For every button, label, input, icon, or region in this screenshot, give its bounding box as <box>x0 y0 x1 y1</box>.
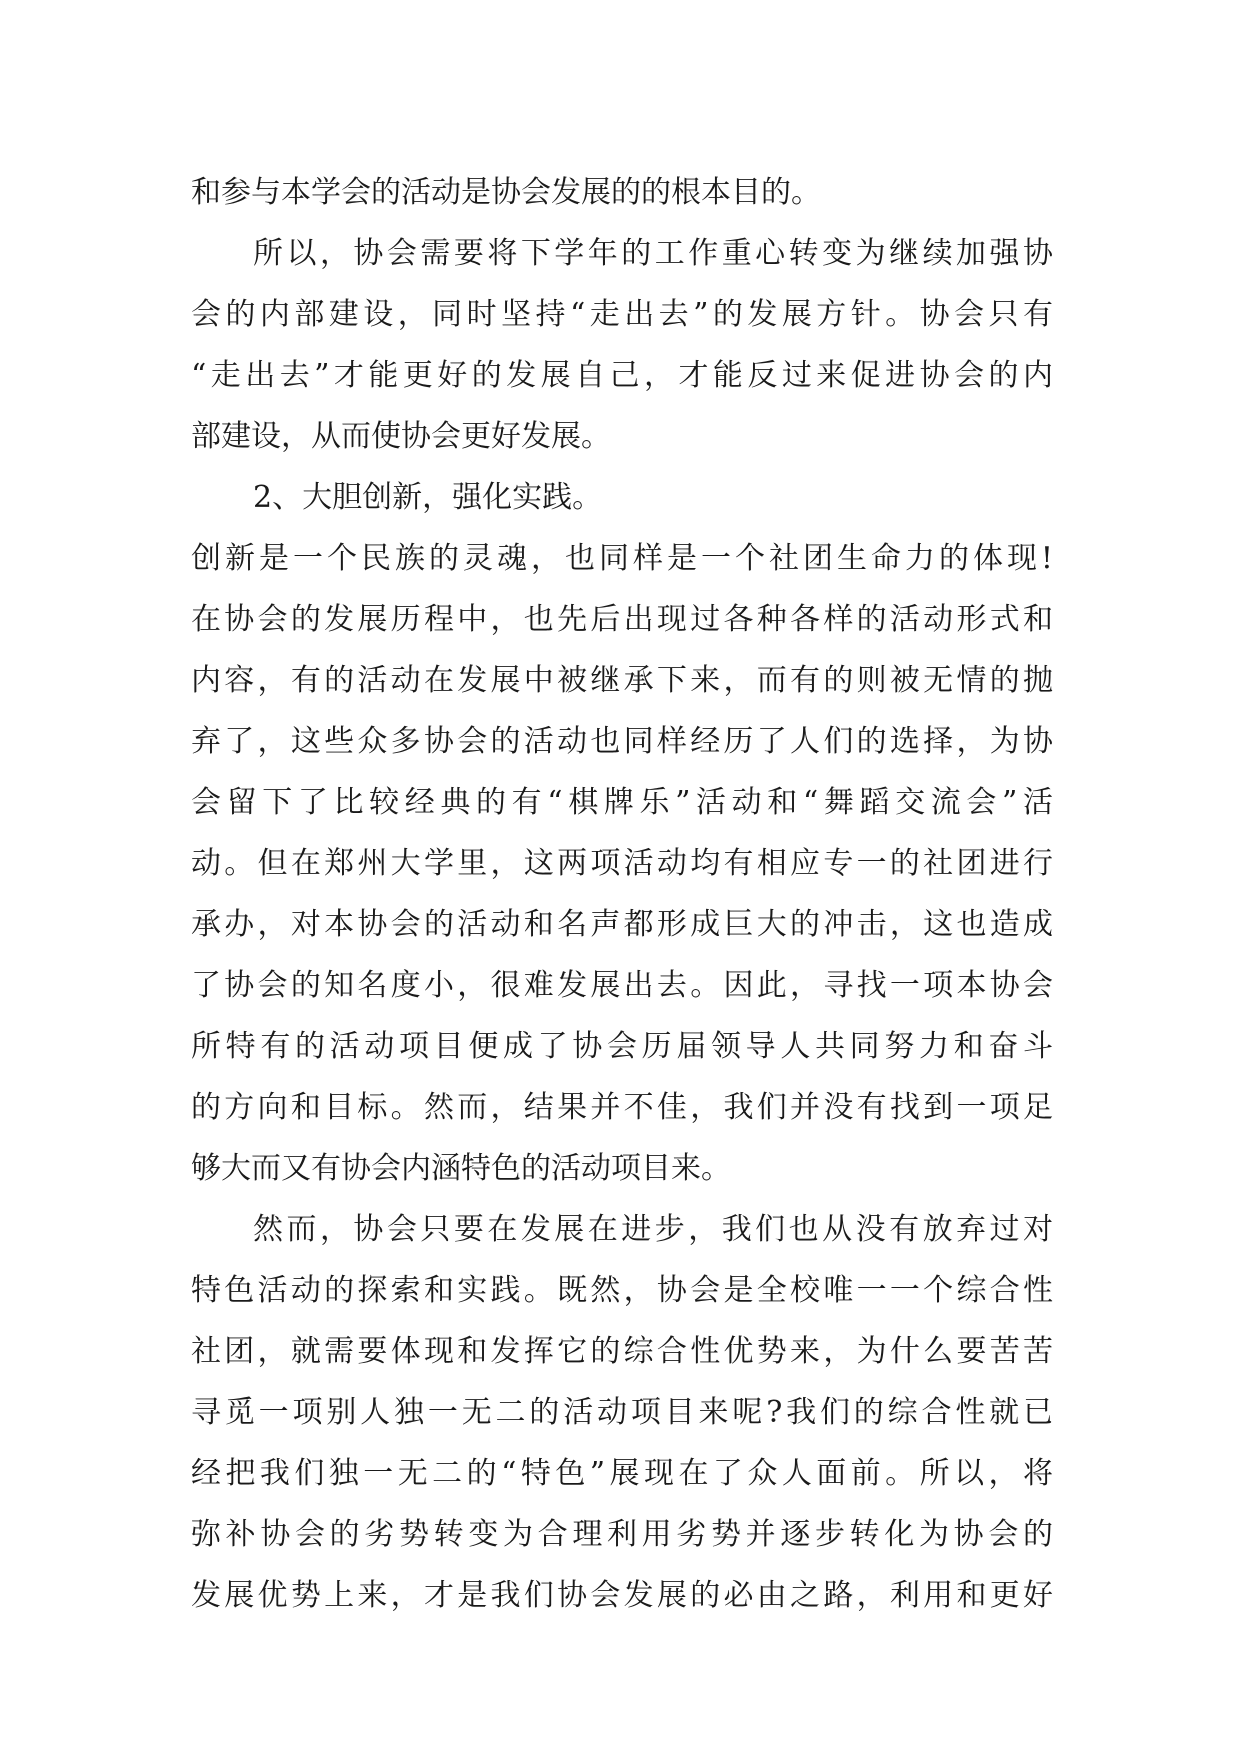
text-line: 创新是一个民族的灵魂，也同样是一个社团生命力的体现! <box>191 541 1053 576</box>
text-line: 动。但在郑州大学里，这两项活动均有相应专一的社团进行 <box>191 846 1053 881</box>
text-line: 所以，协会需要将下学年的工作重心转变为继续加强协 <box>253 236 1053 271</box>
text-line: 的方向和目标。然而，结果并不佳，我们并没有找到一项足 <box>191 1090 1053 1125</box>
text-line: 会的内部建设，同时坚持“走出去”的发展方针。协会只有 <box>191 297 1053 332</box>
text-line: 了协会的知名度小，很难发展出去。因此，寻找一项本协会 <box>191 968 1053 1003</box>
document-body-text <box>191 162 1053 1626</box>
text-line: 承办，对本协会的活动和名声都形成巨大的冲击，这也造成 <box>191 907 1053 942</box>
text-line: 经把我们独一无二的“特色”展现在了众人面前。所以，将 <box>191 1456 1053 1491</box>
text-line: 部建设，从而使协会更好发展。 <box>191 419 611 454</box>
text-line: 然而，协会只要在发展在进步，我们也从没有放弃过对 <box>253 1212 1053 1247</box>
text-line: 所特有的活动项目便成了协会历届领导人共同努力和奋斗 <box>191 1029 1053 1064</box>
section-heading: 2、大胆创新，强化实践。 <box>253 480 603 515</box>
text-line: 在协会的发展历程中，也先后出现过各种各样的活动形式和 <box>191 602 1053 637</box>
text-line: 弃了，这些众多协会的活动也同样经历了人们的选择，为协 <box>191 724 1053 759</box>
text-line: 特色活动的探索和实践。既然，协会是全校唯一一个综合性 <box>191 1273 1053 1308</box>
text-line: 够大而又有协会内涵特色的活动项目来。 <box>191 1151 731 1186</box>
text-line: 社团，就需要体现和发挥它的综合性优势来，为什么要苦苦 <box>191 1334 1053 1369</box>
text-line: 内容，有的活动在发展中被继承下来，而有的则被无情的抛 <box>191 663 1053 698</box>
text-line: 发展优势上来，才是我们协会发展的必由之路，利用和更好 <box>191 1578 1053 1613</box>
text-line: 会留下了比较经典的有“棋牌乐”活动和“舞蹈交流会”活 <box>191 785 1053 820</box>
text-line: 弥补协会的劣势转变为合理利用劣势并逐步转化为协会的 <box>191 1517 1053 1552</box>
text-line: “走出去”才能更好的发展自己，才能反过来促进协会的内 <box>191 358 1053 393</box>
text-line: 寻觅一项别人独一无二的活动项目来呢?我们的综合性就已 <box>191 1395 1053 1430</box>
text-line: 和参与本学会的活动是协会发展的的根本目的。 <box>191 175 821 210</box>
